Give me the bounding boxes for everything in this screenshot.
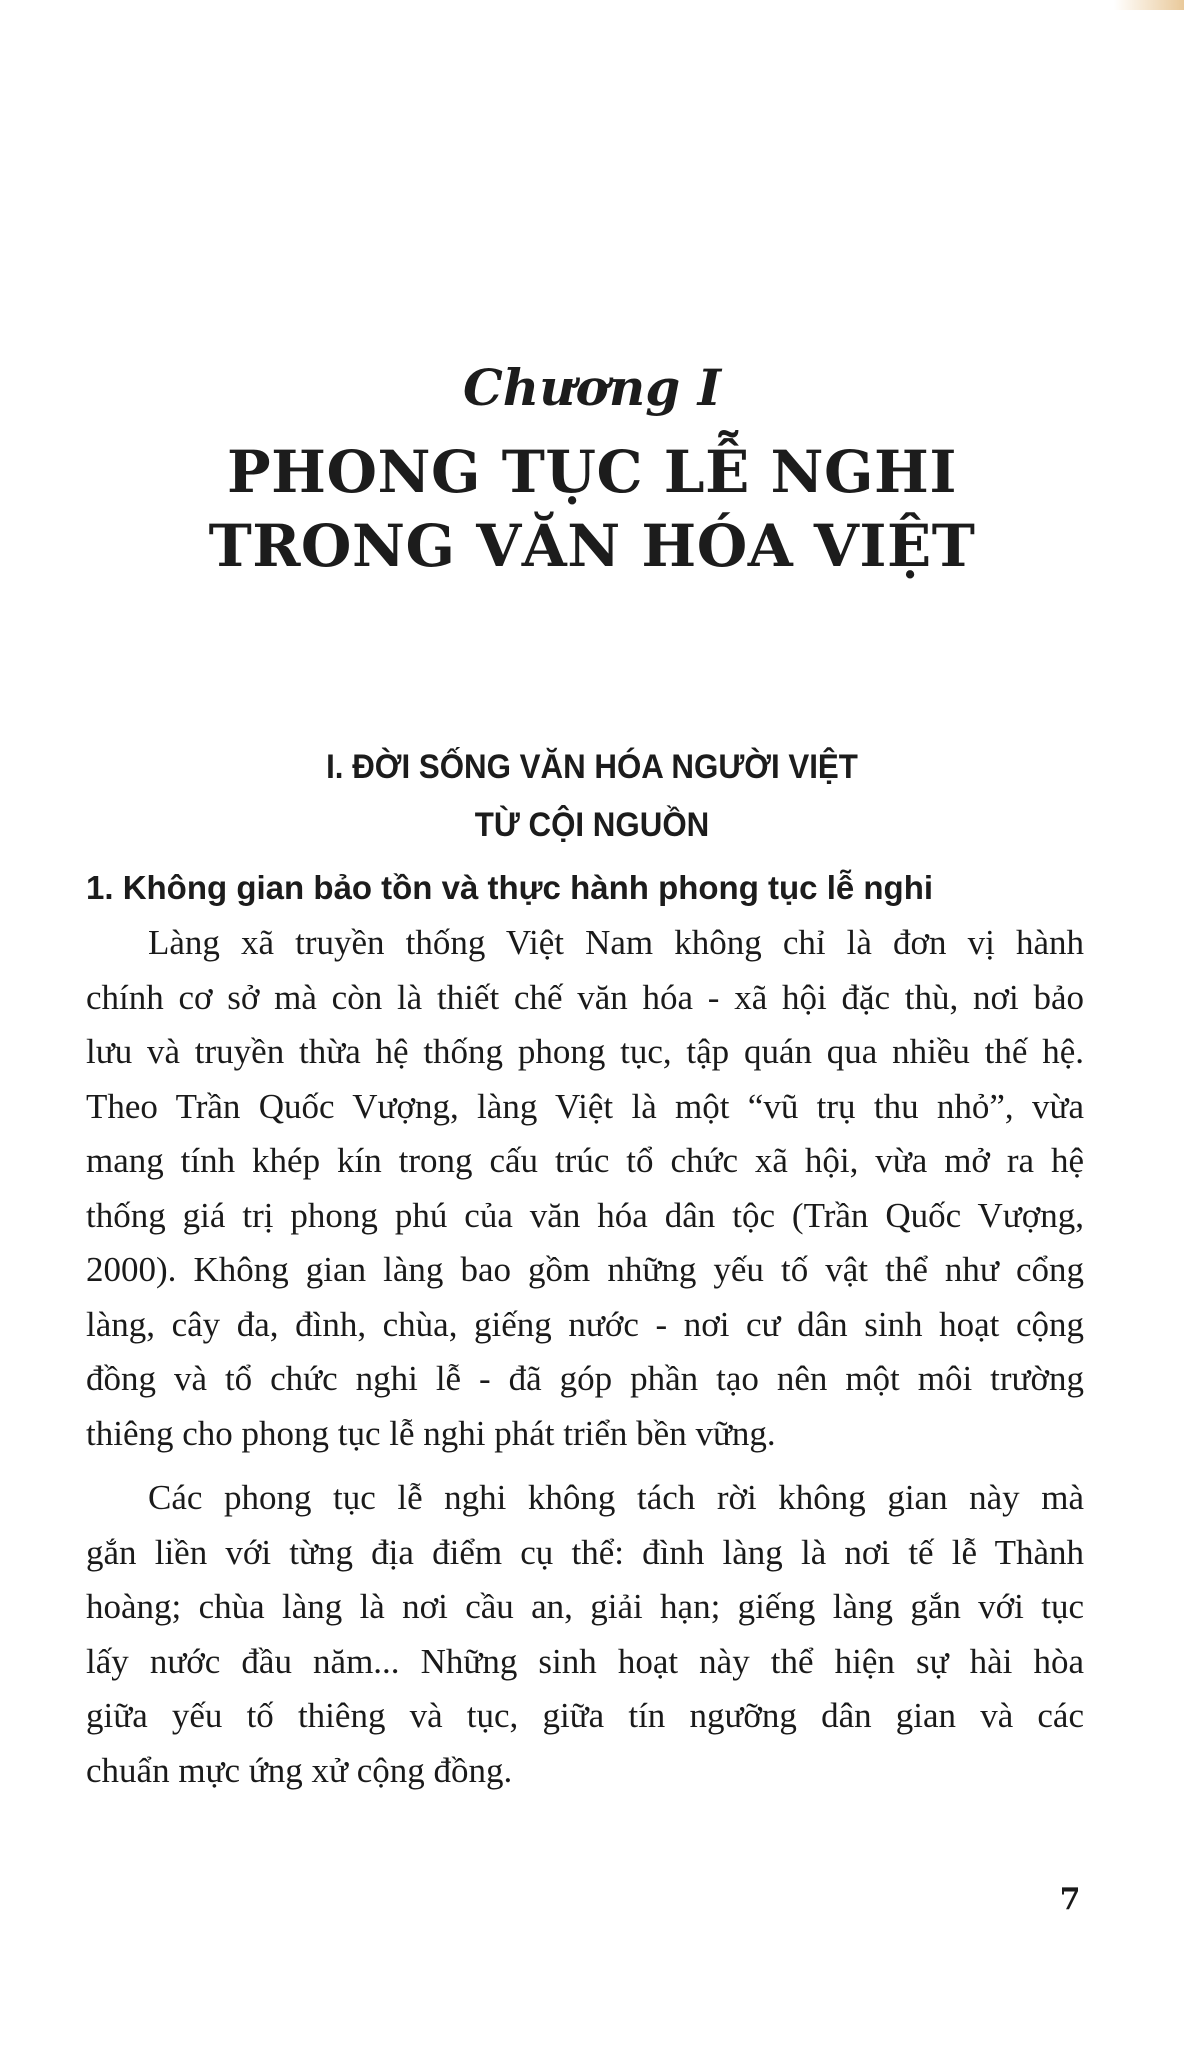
text-line: lấy nước đầu năm... Những sinh hoạt này thể hiện sự hài hòa [86, 1641, 1084, 1681]
text-line: làng, cây đa, đình, chùa, giếng nước - nơi cư dân sinh hoạt cộng [86, 1304, 1084, 1344]
text-line: đồng và tổ chức nghi lễ - đã góp phần tạo nên một môi trường [86, 1359, 1084, 1398]
text-line: mang tính khép kín trong cấu trúc tổ chức xã hội, vừa mở ra hệ [86, 1141, 1084, 1180]
text-line: chính cơ sở mà còn là thiết chế văn hóa - xã hội đặc thù, nơi bảo [86, 977, 1084, 1017]
text-line: giữa yếu tố thiêng và tục, giữa tín ngưỡng dân gian và các [86, 1696, 1084, 1735]
text-line: hoàng; chùa làng là nơi cầu an, giải hạn; giếng làng gắn với tục [86, 1587, 1084, 1626]
section-title-line-1: I. ĐỜI SỐNG VĂN HÓA NGƯỜI VIỆT [326, 748, 858, 786]
text-line: thiêng cho phong tục lễ nghi phát triển bền vững. [86, 1413, 776, 1453]
page-number: 7 [1059, 1882, 1081, 1917]
text-line: Làng xã truyền thống Việt Nam không chỉ là đơn vị hành [148, 923, 1084, 962]
text-line: gắn liền với từng địa điểm cụ thể: đình làng là nơi tế lễ Thành [86, 1532, 1084, 1572]
text-line: lưu và truyền thừa hệ thống phong tục, tập quán qua nhiều thế hệ. [86, 1032, 1084, 1071]
chapter-title [0, 435, 1184, 583]
text-line: Các phong tục lễ nghi không tách rời không gian này mà [148, 1478, 1084, 1517]
text-line: thống giá trị phong phú của văn hóa dân tộc (Trần Quốc Vượng, [86, 1195, 1084, 1235]
body-content [86, 860, 1084, 1798]
text-line: Theo Trần Quốc Vượng, làng Việt là một “vũ trụ thu nhỏ”, vừa [86, 1086, 1084, 1126]
text-line: 2000). Không gian làng bao gồm những yếu tố vật thể như cổng [86, 1250, 1084, 1289]
paragraph-2 [86, 1471, 1084, 1798]
subsection-heading: 1. Không gian bảo tồn và thực hành phong tục lễ nghi [86, 869, 934, 906]
chapter-title-line-1: PHONG TỤC LỄ NGHI [227, 438, 957, 506]
section-title-line-2: TỪ CỘI NGUỒN [474, 806, 710, 844]
section-title [47, 738, 1136, 854]
chapter-label: Chương I [463, 358, 721, 417]
scan-edge-tint [1114, 0, 1184, 10]
chapter-title-line-2: TRONG VĂN HÓA VIỆT [208, 512, 976, 580]
text-line: chuẩn mực ứng xử cộng đồng. [86, 1750, 513, 1790]
paragraph-1 [86, 916, 1084, 1461]
